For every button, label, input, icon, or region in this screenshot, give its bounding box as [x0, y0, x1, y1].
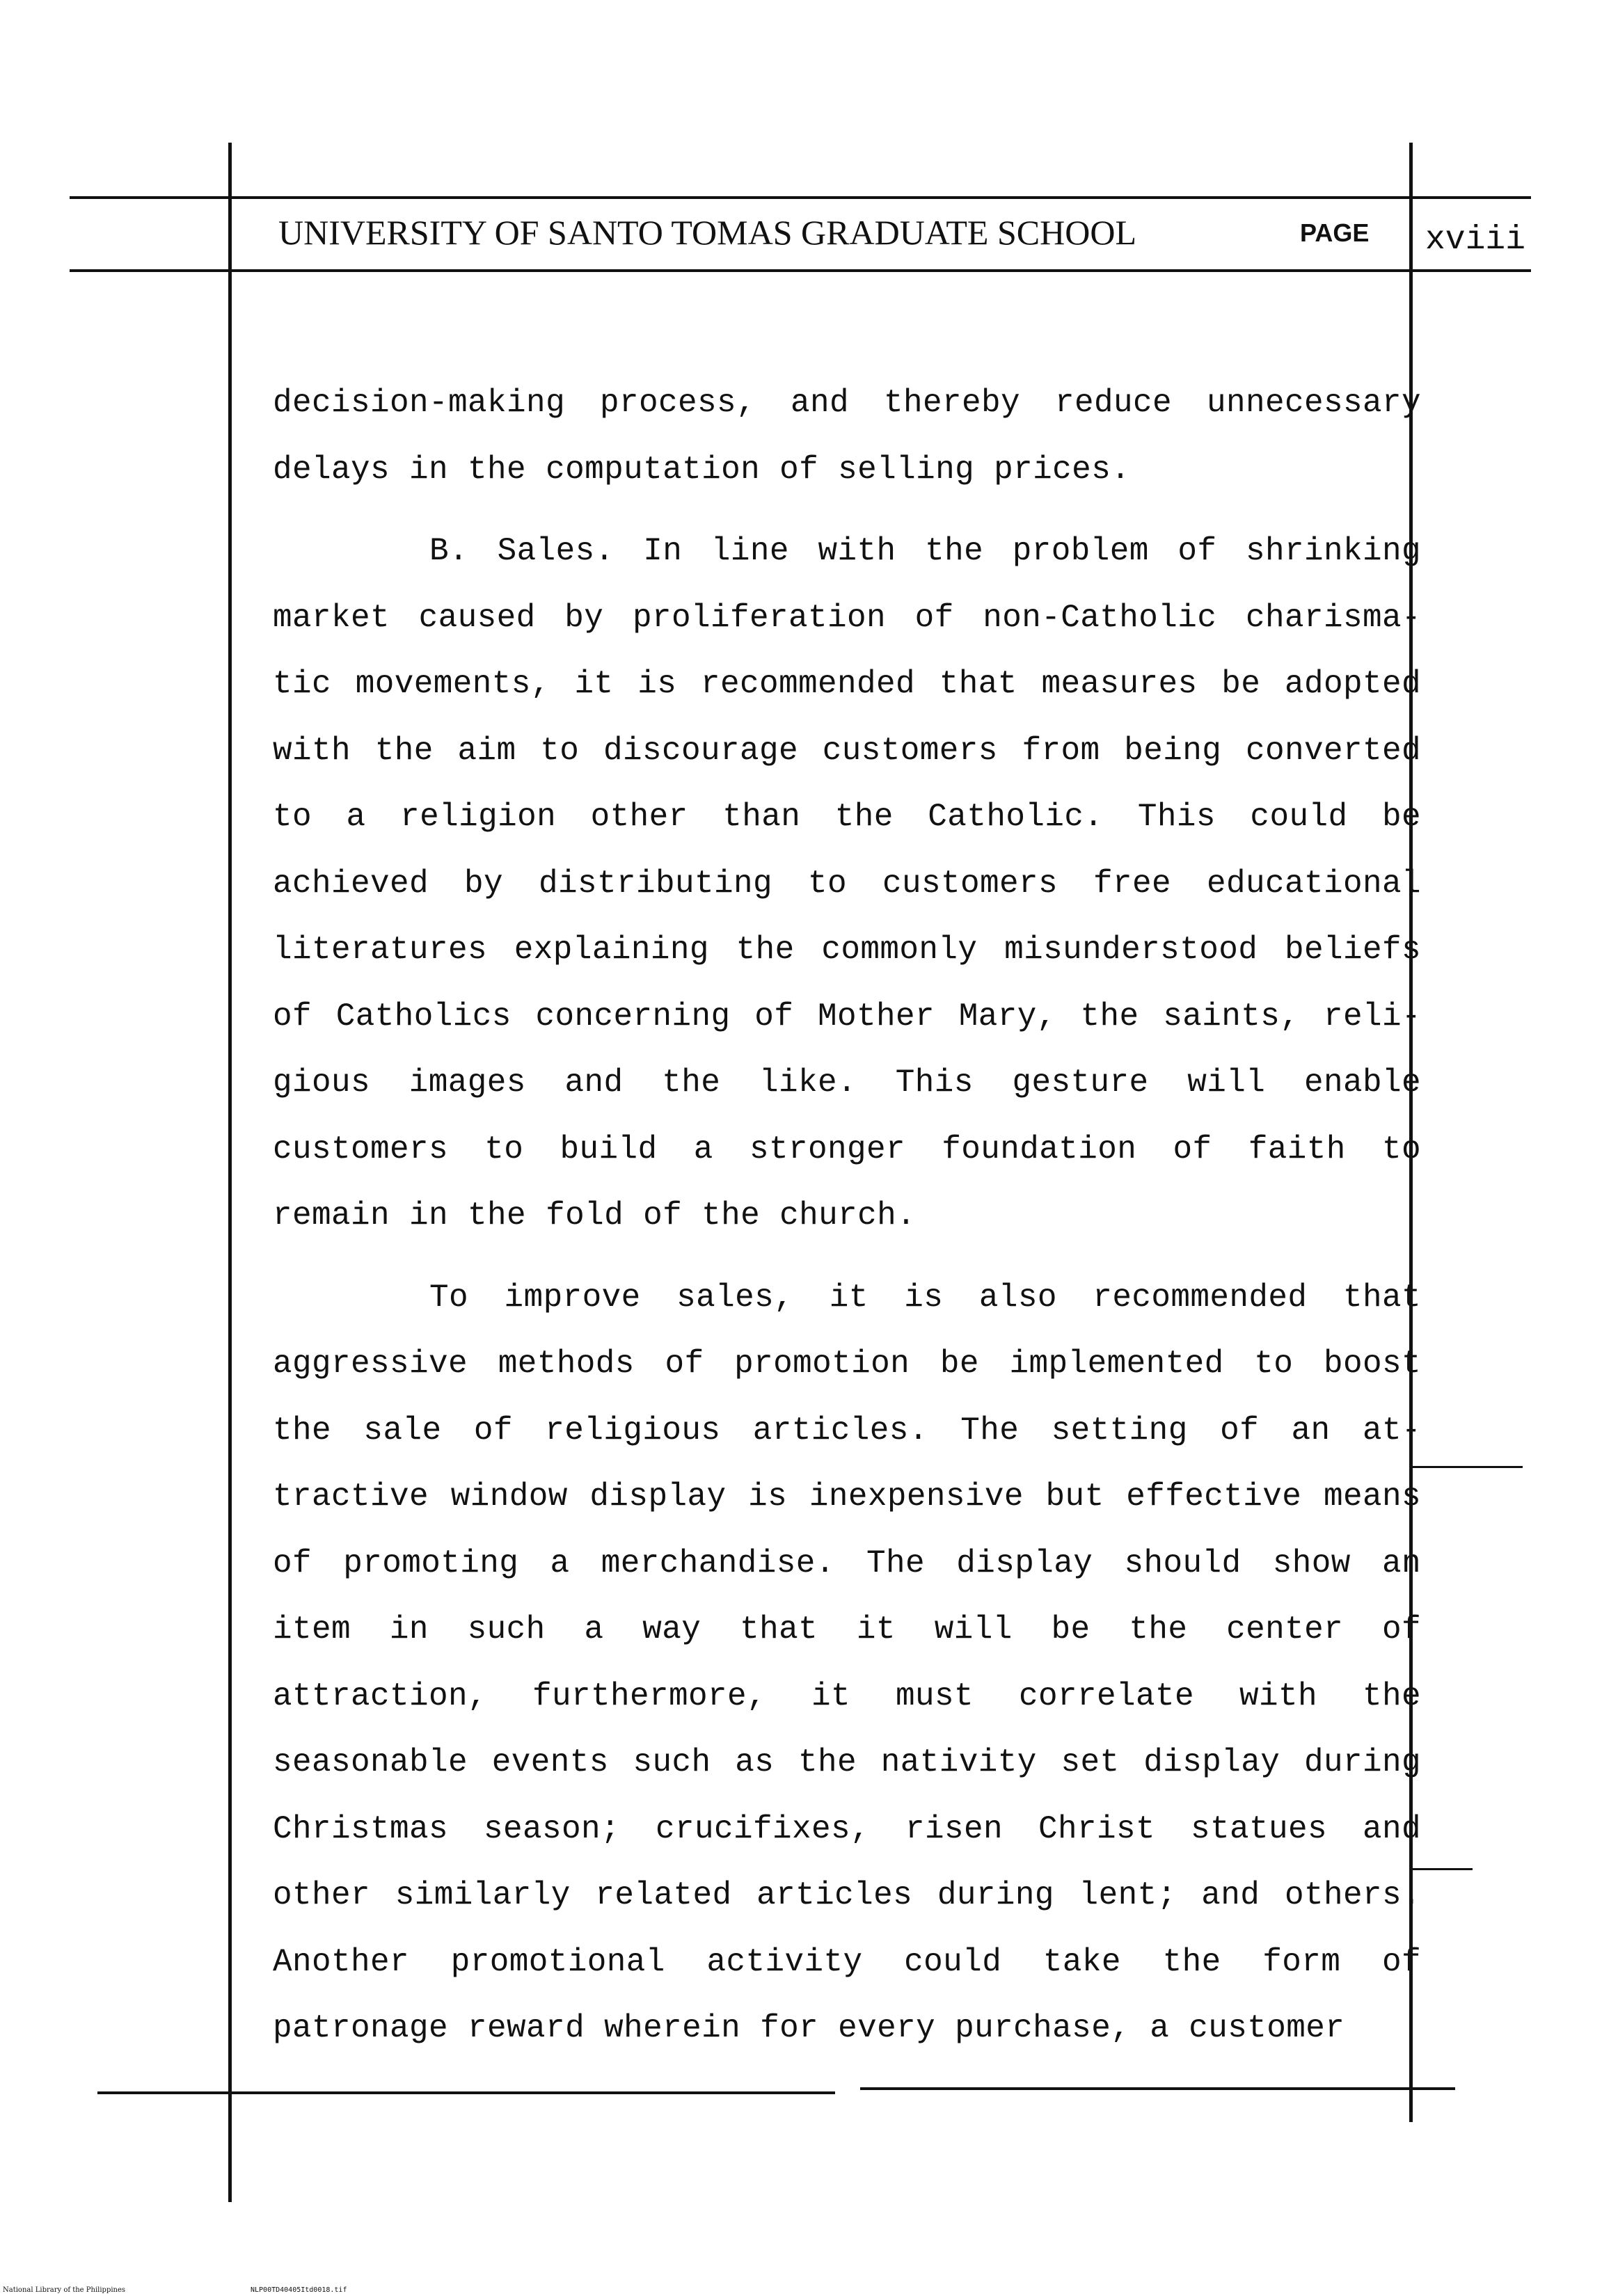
institution-header: UNIVERSITY OF SANTO TOMAS GRADUATE SCHOOL [278, 213, 1136, 252]
paragraph-promotion: To improve sales, it is also recommended that aggressive methods of promotion be implemented to boost the sale of religious articles. The setting of an at-tractive window display is inexpensive but effective means of promoting a merchandise. The display should show an item in such a way that it will be the center of attraction, furthermore, it must correlate with the seasonable events such as the nativity set display during Christmas season; crucifixes, risen Christ statues and other similarly related articles during lent; and others. Another promotional activity could take the form of patronage reward wherein for every purchase, a customer [273, 1279, 1421, 2046]
left-margin-rule [228, 143, 232, 2202]
bottom-rule-left [97, 2091, 835, 2094]
header-bottom-rule [70, 269, 1531, 272]
footer-library-label: National Library of the Philippines [3, 2286, 126, 2294]
page-number: xviii [1425, 221, 1526, 259]
right-margin-tick-upper [1411, 1466, 1523, 1468]
footer-file-name: NLP00TD40405Itd0018.tif [251, 2286, 347, 2294]
bottom-rule-right [860, 2087, 1455, 2090]
header-top-rule [70, 196, 1531, 199]
paragraph-sales: B. Sales. In line with the problem of shrinking market caused by proliferation of non-Catholic charisma-tic movements, it is recommended that measures be adopted with the aim to discourage customers from being converted to a religion other than the Catholic. This could be achieved by distributing to customers free educational literatures explaining the commonly misunderstood beliefs of Catholics concerning of Mother Mary, the saints, reli-gious images and the like. This gesture will enable customers to build a stronger foundation of faith to remain in the fold of the church. [273, 533, 1421, 1234]
body-text [273, 370, 1421, 2062]
paragraph-continuation: decision-making process, and thereby reduce unnecessary delays in the computation of selling prices. [273, 385, 1421, 488]
page-label: PAGE [1300, 218, 1370, 247]
